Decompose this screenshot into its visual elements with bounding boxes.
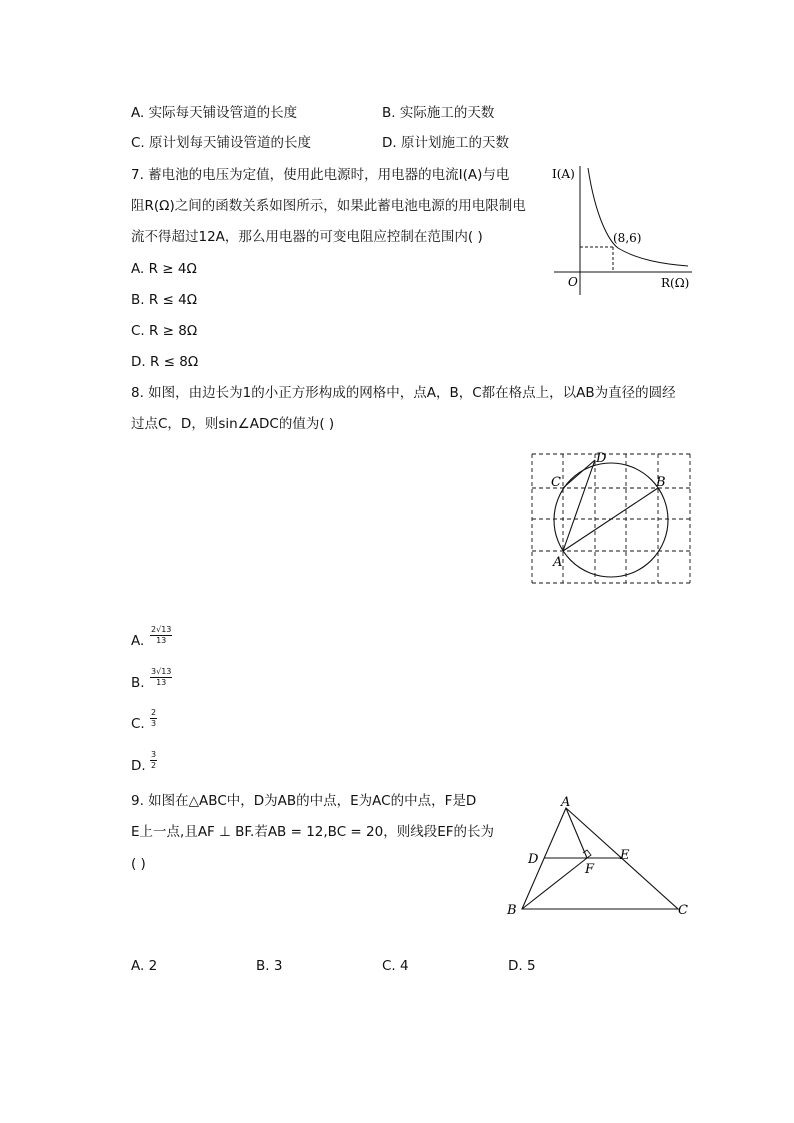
q8-option-d-num: 3 — [151, 750, 157, 759]
q9-segment-af — [566, 808, 587, 858]
q6-option-d: D. 原计划施工的天数 — [382, 135, 509, 151]
q7-option-c: C. R ≥ 8Ω — [131, 323, 198, 339]
q8-option-d-fraction — [150, 750, 157, 771]
q8-label-a: A — [553, 555, 563, 570]
q7-point-label: (8,6) — [613, 231, 642, 245]
q9-triangle-figure — [503, 793, 698, 923]
q9-label-d: D — [528, 852, 539, 867]
q8-option-b-letter: B. — [131, 675, 145, 691]
q8-label-b: B — [656, 475, 666, 490]
q8-option-d-den: 2 — [151, 761, 157, 770]
q8-label-c: C — [551, 475, 561, 490]
q8-option-b-num: 3√13 — [151, 667, 172, 676]
q8-stem-line2: 过点C，D，则sin∠ADC的值为( ) — [131, 416, 335, 432]
q9-label-f: F — [585, 862, 595, 877]
q7-option-d: D. R ≤ 8Ω — [131, 354, 199, 370]
q8-option-a-letter: A. — [131, 633, 145, 649]
q8-option-a-num: 2√13 — [151, 625, 172, 634]
q9-label-c: C — [678, 903, 688, 918]
q9-option-d: D. 5 — [508, 958, 536, 974]
q6-option-a: A. 实际每天铺设管道的长度 — [131, 105, 298, 121]
q6-option-b: B. 实际施工的天数 — [382, 105, 495, 121]
q7-option-a: A. R ≥ 4Ω — [131, 261, 197, 277]
q9-option-a: A. 2 — [131, 958, 158, 974]
q8-option-c-fraction — [150, 708, 157, 729]
q8-option-c-num: 2 — [151, 708, 157, 717]
q9-option-b: B. 3 — [256, 958, 283, 974]
q7-stem-line2: 阻R(Ω)之间的函数关系如图所示，如果此蓄电池电源的用电限制电 — [131, 198, 526, 214]
q8-option-c-letter: C. — [131, 716, 145, 732]
q9-stem-line1: 9. 如图在△ABC中，D为AB的中点，E为AC的中点，F是D — [131, 793, 477, 809]
q7-y-label: I(A) — [552, 167, 575, 181]
q8-grid-figure — [525, 448, 697, 588]
q7-origin: O — [568, 275, 578, 289]
q8-option-b-fraction — [150, 667, 172, 688]
q7-stem-line3: 流不得超过12A，那么用电器的可变电阻应控制在范围内( ) — [131, 229, 483, 245]
q7-stem-line1: 7. 蓄电池的电压为定值，使用此电源时，用电器的电流I(A)与电 — [131, 167, 510, 183]
q6-option-c: C. 原计划每天铺设管道的长度 — [131, 135, 312, 151]
q9-stem-line3: ( ) — [131, 856, 146, 872]
q8-option-a-fraction — [150, 625, 172, 646]
q9-label-b: B — [507, 903, 517, 918]
q8-option-a-den: 13 — [156, 636, 167, 645]
q8-circle — [554, 463, 668, 577]
q7-option-b: B. R ≤ 4Ω — [131, 292, 198, 308]
q7-curve — [588, 168, 688, 266]
q7-graph — [548, 160, 698, 295]
q9-label-a: A — [561, 795, 571, 810]
q8-option-d-letter: D. — [131, 758, 146, 774]
q8-stem-line1: 8. 如图，由边长为1的小正方形构成的网格中，点A，B，C都在格点上，以AB为直径的圆经 — [131, 385, 676, 401]
q9-label-e: E — [620, 848, 630, 863]
q9-stem-line2: E上一点,且AF ⊥ BF.若AB = 12,BC = 20，则线段EF的长为 — [131, 824, 494, 840]
q9-option-c: C. 4 — [382, 958, 409, 974]
q8-label-d: D — [596, 451, 607, 466]
q7-x-label: R(Ω) — [661, 276, 690, 290]
q8-option-b-den: 13 — [156, 678, 167, 687]
q8-option-c-den: 3 — [151, 719, 157, 728]
q8-segment-ab — [563, 488, 658, 551]
